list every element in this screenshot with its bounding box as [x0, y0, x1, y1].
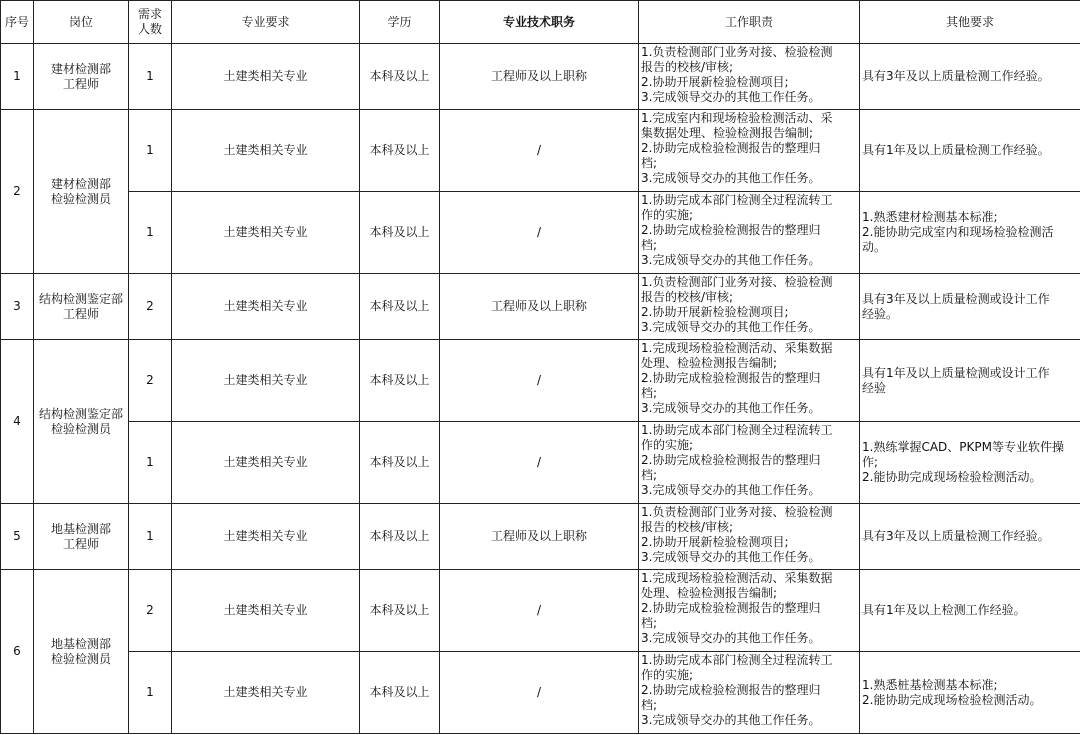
position-cell: [34, 340, 129, 504]
header-seq: 序号: [1, 1, 34, 44]
table-row: [1, 44, 1080, 110]
title-cell: 工程师及以上职称: [440, 44, 639, 110]
position-line: 工程师: [62, 536, 99, 551]
position-cell: [34, 570, 129, 734]
duty-line: 报告的校核/审核;: [641, 60, 734, 74]
header-count: [129, 1, 172, 44]
position-line: 检验检测员: [50, 191, 111, 206]
major-cell: 土建类相关专业: [172, 504, 360, 570]
duty-line: 1.完成现场检验检测活动、采集数据: [641, 571, 833, 585]
other-cell: [860, 504, 1080, 570]
count-cell: 2: [129, 340, 172, 422]
table-row: [1, 652, 1080, 734]
duty-line: 2.协助完成检验检测报告的整理归: [641, 601, 821, 615]
education-cell: 本科及以上: [360, 570, 440, 652]
header-position: 岗位: [34, 1, 129, 44]
seq-cell: 6: [1, 570, 34, 734]
duty-line: 3.完成领导交办的其他工作任务。: [641, 483, 821, 497]
other-line: 1.熟悉桩基检测基本标准;: [862, 677, 998, 692]
duty-line: 1.完成室内和现场检验检测活动、采: [641, 111, 833, 125]
duty-cell: [639, 110, 860, 192]
position-cell: [34, 110, 129, 274]
education-cell: 本科及以上: [360, 340, 440, 422]
position-cell: [34, 504, 129, 570]
seq-cell: 5: [1, 504, 34, 570]
other-line: 经验。: [862, 306, 899, 321]
seq-cell: 2: [1, 110, 34, 274]
duty-line: 报告的校核/审核;: [641, 520, 734, 534]
duty-line: 1.负责检测部门业务对接、检验检测: [641, 505, 833, 519]
duty-line: 1.完成现场检验检测活动、采集数据: [641, 341, 833, 355]
other-line: 2.能协助完成现场检验检测活动。: [862, 692, 1042, 707]
title-cell: /: [440, 652, 639, 734]
duty-line: 2.协助完成检验检测报告的整理归: [641, 141, 821, 155]
duty-line: 1.负责检测部门业务对接、检验检测: [641, 45, 833, 59]
duty-line: 档;: [641, 386, 658, 400]
duty-line: 作的实施;: [641, 208, 694, 222]
major-cell: 土建类相关专业: [172, 570, 360, 652]
table-row: [1, 274, 1080, 340]
duty-line: 3.完成领导交办的其他工作任务。: [641, 90, 821, 104]
title-cell: /: [440, 340, 639, 422]
header-count-line1: 需求: [137, 7, 162, 21]
other-line: 1.熟悉建材检测基本标准;: [862, 210, 998, 224]
count-cell: 2: [129, 274, 172, 340]
position-line: 工程师: [62, 76, 99, 91]
other-cell: [860, 110, 1080, 192]
title-cell: /: [440, 570, 639, 652]
other-cell: [860, 44, 1080, 110]
duty-line: 作的实施;: [641, 438, 694, 452]
table-row: [1, 570, 1080, 652]
count-cell: 1: [129, 422, 172, 504]
duty-line: 档;: [641, 468, 658, 482]
other-line: 具有1年及以上质量检测或设计工作: [862, 365, 1050, 380]
major-cell: 土建类相关专业: [172, 110, 360, 192]
other-line: 1.熟练掌握CAD、PKPM等专业软件操: [862, 440, 1064, 454]
seq-cell: 3: [1, 274, 34, 340]
position-line: 工程师: [62, 306, 99, 321]
seq-cell: 4: [1, 340, 34, 504]
position-line: 检验检测员: [50, 651, 111, 666]
count-cell: 1: [129, 652, 172, 734]
other-line: 2.能协助完成室内和现场检验检测活: [862, 225, 1054, 239]
duty-line: 集数据处理、检验检测报告编制;: [641, 126, 814, 140]
duty-cell: [639, 652, 860, 734]
position-line: 结构检测鉴定部: [38, 406, 123, 421]
education-cell: 本科及以上: [360, 110, 440, 192]
position-cell: [34, 274, 129, 340]
duty-cell: [639, 274, 860, 340]
count-cell: 1: [129, 504, 172, 570]
table-row: [1, 504, 1080, 570]
duty-line: 3.完成领导交办的其他工作任务。: [641, 713, 821, 727]
duty-line: 3.完成领导交办的其他工作任务。: [641, 401, 821, 415]
other-line: 动。: [862, 240, 887, 254]
other-cell: [860, 570, 1080, 652]
duty-line: 报告的校核/审核;: [641, 290, 734, 304]
education-cell: 本科及以上: [360, 192, 440, 274]
duty-cell: [639, 504, 860, 570]
table-row: [1, 422, 1080, 504]
duty-cell: [639, 422, 860, 504]
other-line: 具有1年及以上检测工作经验。: [862, 603, 1026, 617]
duty-line: 2.协助完成检验检测报告的整理归: [641, 223, 821, 237]
education-cell: 本科及以上: [360, 274, 440, 340]
major-cell: 土建类相关专业: [172, 44, 360, 110]
education-cell: 本科及以上: [360, 422, 440, 504]
seq-cell: 1: [1, 44, 34, 110]
duty-cell: [639, 192, 860, 274]
duty-line: 2.协助完成检验检测报告的整理归: [641, 453, 821, 467]
header-count-line2: 人数: [137, 22, 162, 36]
position-line: 地基检测部: [50, 636, 111, 651]
count-cell: 1: [129, 44, 172, 110]
other-cell: [860, 422, 1080, 504]
other-line: 具有3年及以上质量检测工作经验。: [862, 529, 1050, 543]
duty-line: 1.协助完成本部门检测全过程流转工: [641, 193, 833, 207]
header-education: 学历: [360, 1, 440, 44]
duty-line: 2.协助开展新检验检测项目;: [641, 535, 789, 549]
duty-line: 1.协助完成本部门检测全过程流转工: [641, 653, 833, 667]
duty-line: 3.完成领导交办的其他工作任务。: [641, 631, 821, 645]
duty-line: 3.完成领导交办的其他工作任务。: [641, 550, 821, 564]
table-row: [1, 340, 1080, 422]
major-cell: 土建类相关专业: [172, 192, 360, 274]
header-row: [1, 1, 1080, 44]
duty-cell: [639, 570, 860, 652]
duty-line: 2.协助开展新检验检测项目;: [641, 75, 789, 89]
position-cell: [34, 44, 129, 110]
title-cell: /: [440, 422, 639, 504]
other-line: 作;: [862, 455, 879, 469]
other-cell: [860, 274, 1080, 340]
title-cell: 工程师及以上职称: [440, 504, 639, 570]
duty-line: 处理、检验检测报告编制;: [641, 356, 778, 370]
major-cell: 土建类相关专业: [172, 652, 360, 734]
other-cell: [860, 652, 1080, 734]
count-cell: 1: [129, 192, 172, 274]
position-line: 地基检测部: [50, 521, 111, 536]
position-line: 结构检测鉴定部: [38, 291, 123, 306]
position-line: 建材检测部: [50, 176, 111, 191]
title-cell: 工程师及以上职称: [440, 274, 639, 340]
duty-line: 档;: [641, 238, 658, 252]
position-line: 建材检测部: [50, 61, 111, 76]
major-cell: 土建类相关专业: [172, 340, 360, 422]
table-row: [1, 110, 1080, 192]
header-other: 其他要求: [860, 1, 1080, 44]
title-cell: /: [440, 192, 639, 274]
duty-line: 3.完成领导交办的其他工作任务。: [641, 253, 821, 267]
education-cell: 本科及以上: [360, 504, 440, 570]
duty-line: 档;: [641, 156, 658, 170]
header-title: 专业技术职务: [440, 1, 639, 44]
duty-line: 3.完成领导交办的其他工作任务。: [641, 320, 821, 334]
table-row: [1, 192, 1080, 274]
education-cell: 本科及以上: [360, 44, 440, 110]
duty-line: 1.协助完成本部门检测全过程流转工: [641, 423, 833, 437]
duty-line: 作的实施;: [641, 668, 694, 682]
duty-line: 处理、检验检测报告编制;: [641, 586, 778, 600]
other-line: 具有1年及以上质量检测工作经验。: [862, 143, 1050, 157]
duty-line: 2.协助开展新检验检测项目;: [641, 305, 789, 319]
count-cell: 1: [129, 110, 172, 192]
duty-line: 2.协助完成检验检测报告的整理归: [641, 371, 821, 385]
position-line: 检验检测员: [50, 421, 111, 436]
education-cell: 本科及以上: [360, 652, 440, 734]
duty-line: 档;: [641, 698, 658, 712]
duty-cell: [639, 44, 860, 110]
other-line: 具有3年及以上质量检测工作经验。: [862, 69, 1050, 83]
duty-cell: [639, 340, 860, 422]
duty-line: 1.负责检测部门业务对接、检验检测: [641, 275, 833, 289]
major-cell: 土建类相关专业: [172, 274, 360, 340]
duty-line: 2.协助完成检验检测报告的整理归: [641, 683, 821, 697]
other-line: 2.能协助完成现场检验检测活动。: [862, 470, 1042, 484]
other-line: 经验: [862, 380, 887, 395]
header-duty: 工作职责: [639, 1, 860, 44]
duty-line: 档;: [641, 616, 658, 630]
count-cell: 2: [129, 570, 172, 652]
title-cell: /: [440, 110, 639, 192]
header-major: 专业要求: [172, 1, 360, 44]
other-cell: [860, 340, 1080, 422]
major-cell: 土建类相关专业: [172, 422, 360, 504]
duty-line: 3.完成领导交办的其他工作任务。: [641, 171, 821, 185]
other-cell: [860, 192, 1080, 274]
other-line: 具有3年及以上质量检测或设计工作: [862, 291, 1050, 306]
